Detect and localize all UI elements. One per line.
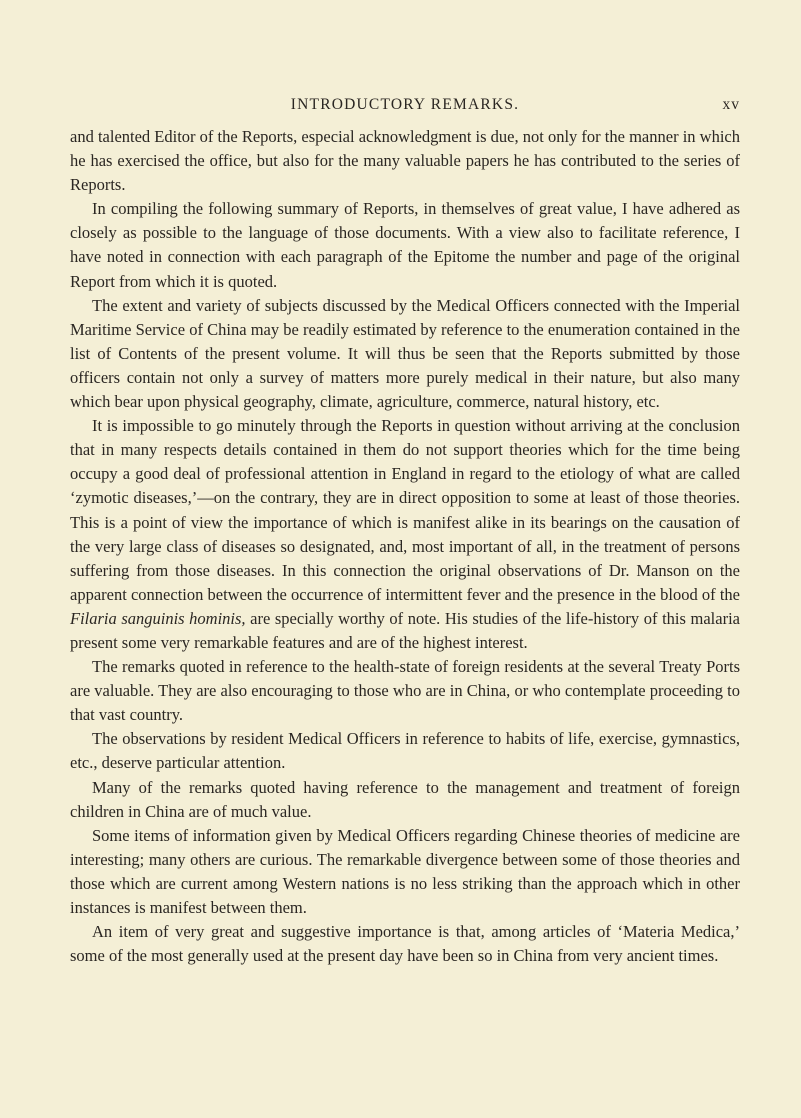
body-text: [70, 125, 740, 968]
paragraph-continued: and talented Editor of the Reports, especial acknowledgment is due, not only for the manner in which he has exercised the office, but also for the many valuable papers he has contributed to the series of Reports.: [70, 127, 740, 195]
running-head: [70, 96, 740, 118]
paragraph: In compiling the following summary of Reports, in themselves of great value, I have adhered as closely as possible to the language of those documents. With a view also to facilitate reference, I have noted in connection with each paragraph of the Epitome the number and page of the original Report from which it is quoted.: [70, 199, 740, 291]
running-title: INTRODUCTORY REMARKS.: [290, 96, 520, 113]
paragraph: The extent and variety of subjects discussed by the Medical Officers connected with the Imperial Maritime Service of China may be readily estimated by reference to the enumeration contained in the list of Contents of the present volume. It will thus be seen that the Reports submitted by those officers contain not only a survey of matters more purely medical in their nature, but also many which bear upon physical geography, climate, agriculture, commerce, natural history, etc.: [70, 295, 740, 412]
paragraph-text: It is impossible to go minutely through the Reports in question without arriving at the conclusion that in many respects details contained in them do not support theories which for the time being occupy a good deal of professional attention in England in regard to the etiology of what are called ‘zymotic diseases,’—on the contrary, they are in direct opposition to some at least of those theories. This is a point of view the importance of which is manifest alike in its bearings on the causation of the very large class of diseases so designated, and, most important of all, in the treatment of persons suffering from those diseases. In this connection the original observations of Dr. Manson on the apparent connection between the occurrence of intermittent fever and the presence in the blood of the: [70, 416, 740, 604]
paragraph-zymotic: [70, 414, 740, 655]
paragraph-text: are specially worthy of note. His studies of the life-history of this malaria present some very remarkable features and are of the highest interest.: [70, 608, 740, 652]
paragraph: Some items of information given by Medical Officers regarding Chinese theories of medicine are interesting; many others are curious. The remarkable divergence between some of those theories and those which are current among Western nations is no less striking than the approach which in other instances is manifest between them.: [70, 825, 740, 917]
paragraph: The remarks quoted in reference to the health-state of foreign residents at the several Treaty Ports are valuable. They are also encouraging to those who are in China, or who contemplate proceeding to that vast country.: [70, 657, 740, 725]
species-name: Filaria sanguinis hominis,: [70, 608, 246, 628]
paragraph: Many of the remarks quoted having reference to the management and treatment of foreign children in China are of much value.: [70, 777, 740, 821]
paragraph: An item of very great and suggestive importance is that, among articles of ‘Materia Medica,’ some of the most generally used at the present day have been so in China from very ancient times.: [70, 922, 740, 966]
page-number: xv: [722, 96, 740, 113]
paragraph: The observations by resident Medical Officers in reference to habits of life, exercise, gymnastics, etc., deserve particular attention.: [70, 729, 740, 773]
